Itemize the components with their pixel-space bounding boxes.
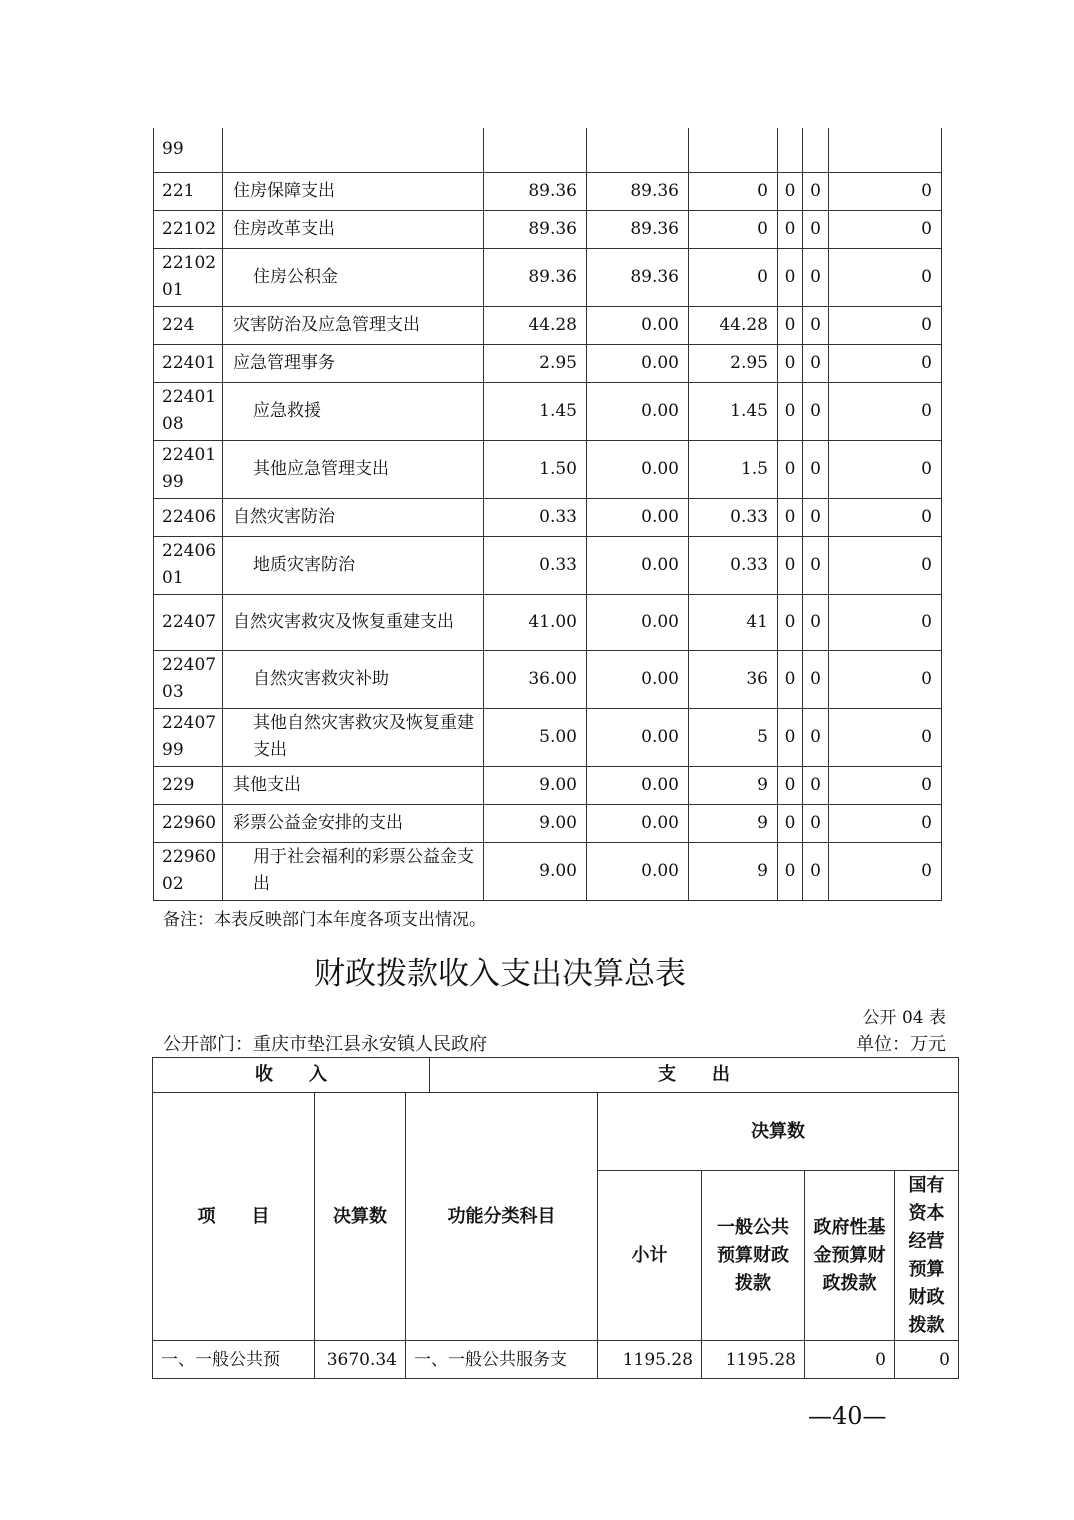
row-total: 5.00: [484, 708, 587, 766]
table-row: [154, 128, 942, 172]
row-basic: 0.00: [587, 804, 689, 842]
row-project: 9: [689, 804, 778, 842]
row-col5: 0: [803, 708, 829, 766]
row-col5: [803, 128, 829, 172]
row-col6: 0: [829, 650, 942, 708]
row-col5: 0: [803, 650, 829, 708]
row-code: 221: [154, 172, 223, 210]
row-col5: 0: [803, 210, 829, 248]
table-row: [154, 172, 942, 210]
row-col4: 0: [778, 594, 803, 650]
row-total: 1.50: [484, 440, 587, 498]
row-code: 22406: [154, 498, 223, 536]
row-name: 其他应急管理支出: [223, 440, 484, 498]
row-col6: 0: [829, 594, 942, 650]
table-row: [154, 650, 942, 708]
row-name: [223, 128, 484, 172]
row-project: 0.33: [689, 536, 778, 594]
row-total: 9.00: [484, 842, 587, 900]
row-total: 1.45: [484, 382, 587, 440]
row-col5: 0: [803, 440, 829, 498]
row-name: 应急管理事务: [223, 344, 484, 382]
row-code: 2240601: [154, 536, 223, 594]
expense-table: [153, 128, 942, 901]
row-col5: 0: [803, 382, 829, 440]
row-col6: 0: [829, 498, 942, 536]
row-total: 89.36: [484, 210, 587, 248]
table-row: [154, 306, 942, 344]
row-basic: 89.36: [587, 172, 689, 210]
row-code: 22960: [154, 804, 223, 842]
row-project: 2.95: [689, 344, 778, 382]
row-general: 1195.28: [702, 1341, 805, 1379]
page-number: —40—: [808, 1402, 887, 1430]
row-total: 41.00: [484, 594, 587, 650]
row-subtotal: 1195.28: [598, 1341, 702, 1379]
summary-table: [152, 1057, 959, 1379]
row-col5: 0: [803, 498, 829, 536]
row-col5: 0: [803, 172, 829, 210]
table-row: [154, 498, 942, 536]
department-label: 公开部门：重庆市垫江县永安镇人民政府: [163, 1034, 487, 1055]
expense-header: 支 出: [430, 1058, 959, 1093]
row-col5: 0: [803, 766, 829, 804]
row-col6: 0: [829, 344, 942, 382]
row-basic: [587, 128, 689, 172]
row-name: 其他支出: [223, 766, 484, 804]
row-name: 住房保障支出: [223, 172, 484, 210]
row-code: 2240108: [154, 382, 223, 440]
row-basic: 89.36: [587, 210, 689, 248]
row-col6: 0: [829, 708, 942, 766]
row-name: 其他自然灾害救灾及恢复重建支出: [223, 708, 484, 766]
row-col4: 0: [778, 440, 803, 498]
row-name: 住房改革支出: [223, 210, 484, 248]
row-project: 5: [689, 708, 778, 766]
row-col6: [829, 128, 942, 172]
row-code: 2210201: [154, 248, 223, 306]
row-code: 2240199: [154, 440, 223, 498]
row-code: 22407: [154, 594, 223, 650]
row-project: 0: [689, 172, 778, 210]
row-col4: 0: [778, 248, 803, 306]
row-name: 灾害防治及应急管理支出: [223, 306, 484, 344]
row-col4: 0: [778, 344, 803, 382]
row-project: [689, 128, 778, 172]
row-project: 9: [689, 842, 778, 900]
row-col4: 0: [778, 842, 803, 900]
row-col5: 0: [803, 594, 829, 650]
row-col4: 0: [778, 172, 803, 210]
table-row: [154, 766, 942, 804]
row-col5: 0: [803, 536, 829, 594]
row-project: 41: [689, 594, 778, 650]
row-code: 2240703: [154, 650, 223, 708]
row-col4: 0: [778, 536, 803, 594]
table-row: [154, 708, 942, 766]
table-row: [154, 344, 942, 382]
table-row: [154, 440, 942, 498]
row-code: 229: [154, 766, 223, 804]
state-header: 国有资本经营预算财政拨款: [895, 1171, 959, 1341]
fund-header: 政府性基金预算财政拨款: [805, 1171, 895, 1341]
row-state: 0: [895, 1341, 959, 1379]
row-project: 1.5: [689, 440, 778, 498]
unit-label: 单位：万元: [856, 1034, 946, 1055]
table-row: [154, 804, 942, 842]
row-name: 应急救援: [223, 382, 484, 440]
row-basic: 0.00: [587, 594, 689, 650]
row-basic: 0.00: [587, 650, 689, 708]
row-name: 自然灾害救灾及恢复重建支出: [223, 594, 484, 650]
row-code: 2296002: [154, 842, 223, 900]
row-col4: 0: [778, 650, 803, 708]
row-col6: 0: [829, 248, 942, 306]
row-col6: 0: [829, 440, 942, 498]
row-total: 0.33: [484, 498, 587, 536]
row-project: 36: [689, 650, 778, 708]
table-row: [154, 210, 942, 248]
row-total: 9.00: [484, 766, 587, 804]
row-project: 1.45: [689, 382, 778, 440]
row-col4: 0: [778, 708, 803, 766]
row-basic: 0.00: [587, 842, 689, 900]
general-header: 一般公共预算财政拨款: [702, 1171, 805, 1341]
settlement-header: 决算数: [598, 1093, 959, 1171]
table-row: [154, 248, 942, 306]
row-code: 224: [154, 306, 223, 344]
row-name: 自然灾害防治: [223, 498, 484, 536]
row-col6: 0: [829, 804, 942, 842]
row-basic: 0.00: [587, 536, 689, 594]
subtotal-header: 小计: [598, 1171, 702, 1341]
row-project: 0: [689, 210, 778, 248]
item-header: 项 目: [153, 1093, 315, 1341]
row-code: 99: [154, 128, 223, 172]
func-header: 功能分类科目: [406, 1093, 598, 1341]
row-col5: 0: [803, 842, 829, 900]
row-col6: 0: [829, 172, 942, 210]
summary-title: 财政拨款收入支出决算总表: [314, 956, 686, 992]
row-total: 89.36: [484, 248, 587, 306]
row-basic: 0.00: [587, 440, 689, 498]
table-row: [154, 842, 942, 900]
row-total: 2.95: [484, 344, 587, 382]
row-name: 用于社会福利的彩票公益金支出: [223, 842, 484, 900]
row-code: 22102: [154, 210, 223, 248]
row-col6: 0: [829, 210, 942, 248]
amount-header: 决算数: [315, 1093, 406, 1341]
row-col6: 0: [829, 766, 942, 804]
form-number: 公开 04 表: [862, 1008, 946, 1028]
row-col4: 0: [778, 306, 803, 344]
table-row: [153, 1341, 959, 1379]
row-name: 地质灾害防治: [223, 536, 484, 594]
row-basic: 0.00: [587, 382, 689, 440]
row-col4: 0: [778, 210, 803, 248]
row-total: 44.28: [484, 306, 587, 344]
row-total: 89.36: [484, 172, 587, 210]
row-basic: 0.00: [587, 708, 689, 766]
table-row: [154, 536, 942, 594]
row-name: 彩票公益金安排的支出: [223, 804, 484, 842]
row-col5: 0: [803, 804, 829, 842]
table-row: [154, 594, 942, 650]
table-note: 备注：本表反映部门本年度各项支出情况。: [163, 910, 486, 930]
row-item: 一、一般公共预: [153, 1341, 315, 1379]
row-basic: 0.00: [587, 306, 689, 344]
row-code: 2240799: [154, 708, 223, 766]
row-name: 住房公积金: [223, 248, 484, 306]
row-amount: 3670.34: [315, 1341, 406, 1379]
row-col5: 0: [803, 248, 829, 306]
row-project: 9: [689, 766, 778, 804]
row-total: 36.00: [484, 650, 587, 708]
row-project: 0.33: [689, 498, 778, 536]
row-col6: 0: [829, 306, 942, 344]
row-col6: 0: [829, 382, 942, 440]
row-project: 0: [689, 248, 778, 306]
row-col4: 0: [778, 804, 803, 842]
income-header: 收 入: [153, 1058, 430, 1093]
row-func: 一、一般公共服务支: [406, 1341, 598, 1379]
row-col4: 0: [778, 382, 803, 440]
row-project: 44.28: [689, 306, 778, 344]
row-name: 自然灾害救灾补助: [223, 650, 484, 708]
row-total: 9.00: [484, 804, 587, 842]
row-col6: 0: [829, 842, 942, 900]
row-col4: 0: [778, 766, 803, 804]
row-basic: 0.00: [587, 498, 689, 536]
row-col6: 0: [829, 536, 942, 594]
row-basic: 0.00: [587, 766, 689, 804]
row-total: 0.33: [484, 536, 587, 594]
row-col5: 0: [803, 306, 829, 344]
row-basic: 89.36: [587, 248, 689, 306]
row-col4: [778, 128, 803, 172]
table-row: [154, 382, 942, 440]
row-fund: 0: [805, 1341, 895, 1379]
row-basic: 0.00: [587, 344, 689, 382]
row-total: [484, 128, 587, 172]
row-code: 22401: [154, 344, 223, 382]
row-col5: 0: [803, 344, 829, 382]
row-col4: 0: [778, 498, 803, 536]
